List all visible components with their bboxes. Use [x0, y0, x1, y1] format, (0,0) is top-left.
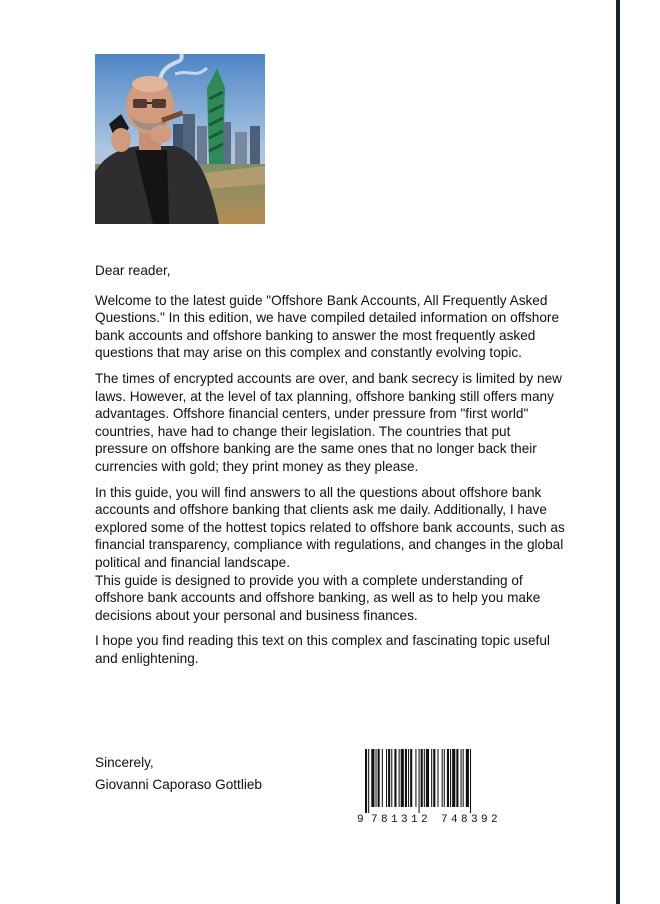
letter-greeting: Dear reader,: [95, 263, 171, 278]
letter-paragraph: This guide is designed to provide you with a complete understanding of offshore bank accounts and offshore banking, as well as to help you make decisions about your personal and business finances.: [95, 572, 541, 623]
barcode-digit: 8: [381, 814, 388, 826]
barcode-graphic: [357, 749, 517, 827]
barcode-bar: [463, 749, 464, 807]
barcode-bar: [442, 749, 443, 807]
letter-paragraph: Welcome to the latest guide "Offshore Bank Accounts, All Frequently Asked Questions." In this edition, we have compiled detailed information on offshore bank accounts and offshore banking to answer the most frequently asked questions that may arise on this complex and constantly evolving topic.: [95, 292, 560, 361]
barcode-bar: [421, 749, 423, 807]
barcode-bar: [405, 749, 407, 807]
letter-paragraph: In this guide, you will find answers to all the questions about offshore bank accounts and offshore banking that clients ask me daily. Additionally, I have explored some of the hottest topics related to offshore bank accounts, such as financial transparency, compliance with regulations, and changes in the global political and financial landscape.: [95, 484, 565, 570]
barcode-bar: [386, 749, 387, 807]
barcode-bar: [399, 749, 400, 807]
barcode-bar: [368, 749, 369, 813]
barcode-digit: 4: [451, 814, 458, 826]
signature-name: Giovanni Caporaso Gottlieb: [95, 777, 262, 792]
barcode-bar: [470, 749, 471, 813]
barcode-bar: [371, 749, 374, 807]
barcode-digit: 1: [391, 814, 398, 826]
barcode-bar: [461, 749, 462, 807]
barcode-bar: [401, 749, 404, 807]
barcode-bar: [450, 749, 451, 807]
barcode-bar: [408, 749, 409, 807]
barcode-bar: [388, 749, 390, 807]
barcode-digit: 7: [441, 814, 448, 826]
barcode-bar: [376, 749, 377, 807]
barcode-digit: 8: [461, 814, 468, 826]
letter-paragraph: The times of encrypted accounts are over, and bank secrecy is limited by new laws. However, at the level of tax planning, offshore banking still offers many advantages. Offshore financial centers, under pressure from "first world" countries, have had to change their legislation. The countries that put pressure on offshore banking are the same ones that no longer back their currencies with gold; they print money as they please.: [95, 370, 562, 474]
author-photo: [95, 54, 265, 224]
barcode-bar: [365, 749, 367, 813]
letter-body: [95, 262, 565, 675]
barcode-bar: [419, 749, 420, 813]
barcode-bar: [415, 749, 416, 807]
barcode-bar: [444, 749, 445, 807]
barcode-digit: 2: [491, 814, 498, 826]
spine-edge-line: [616, 0, 620, 904]
barcode-digit: 3: [401, 814, 408, 826]
barcode-digit: 7: [371, 814, 378, 826]
barcode-bar: [437, 749, 438, 807]
author-photo-illustration: [95, 54, 265, 224]
barcode-digit: 3: [471, 814, 478, 826]
barcode-bar: [382, 749, 383, 807]
isbn-barcode: [357, 749, 517, 827]
barcode-digit: 1: [411, 814, 418, 826]
barcode-bar: [456, 749, 458, 807]
letter-paragraph: I hope you find reading this text on this complex and fascinating topic useful and enlightening.: [95, 633, 550, 666]
barcode-bar: [431, 749, 432, 807]
barcode-bar: [433, 749, 435, 807]
barcode-bar: [466, 749, 469, 807]
barcode-bar: [378, 749, 380, 807]
barcode-bar: [394, 749, 396, 807]
barcode-bar: [447, 749, 449, 807]
barcode-bar: [391, 749, 392, 807]
letter-closing: [95, 752, 262, 796]
barcode-bar: [452, 749, 455, 807]
barcode-digit: 9: [357, 814, 364, 826]
closing-salutation: Sincerely,: [95, 755, 154, 770]
barcode-bar: [426, 749, 429, 807]
barcode-bar: [410, 749, 412, 807]
barcode-bar: [424, 749, 425, 807]
barcode-digit: 9: [481, 814, 488, 826]
barcode-digit: 2: [421, 814, 428, 826]
